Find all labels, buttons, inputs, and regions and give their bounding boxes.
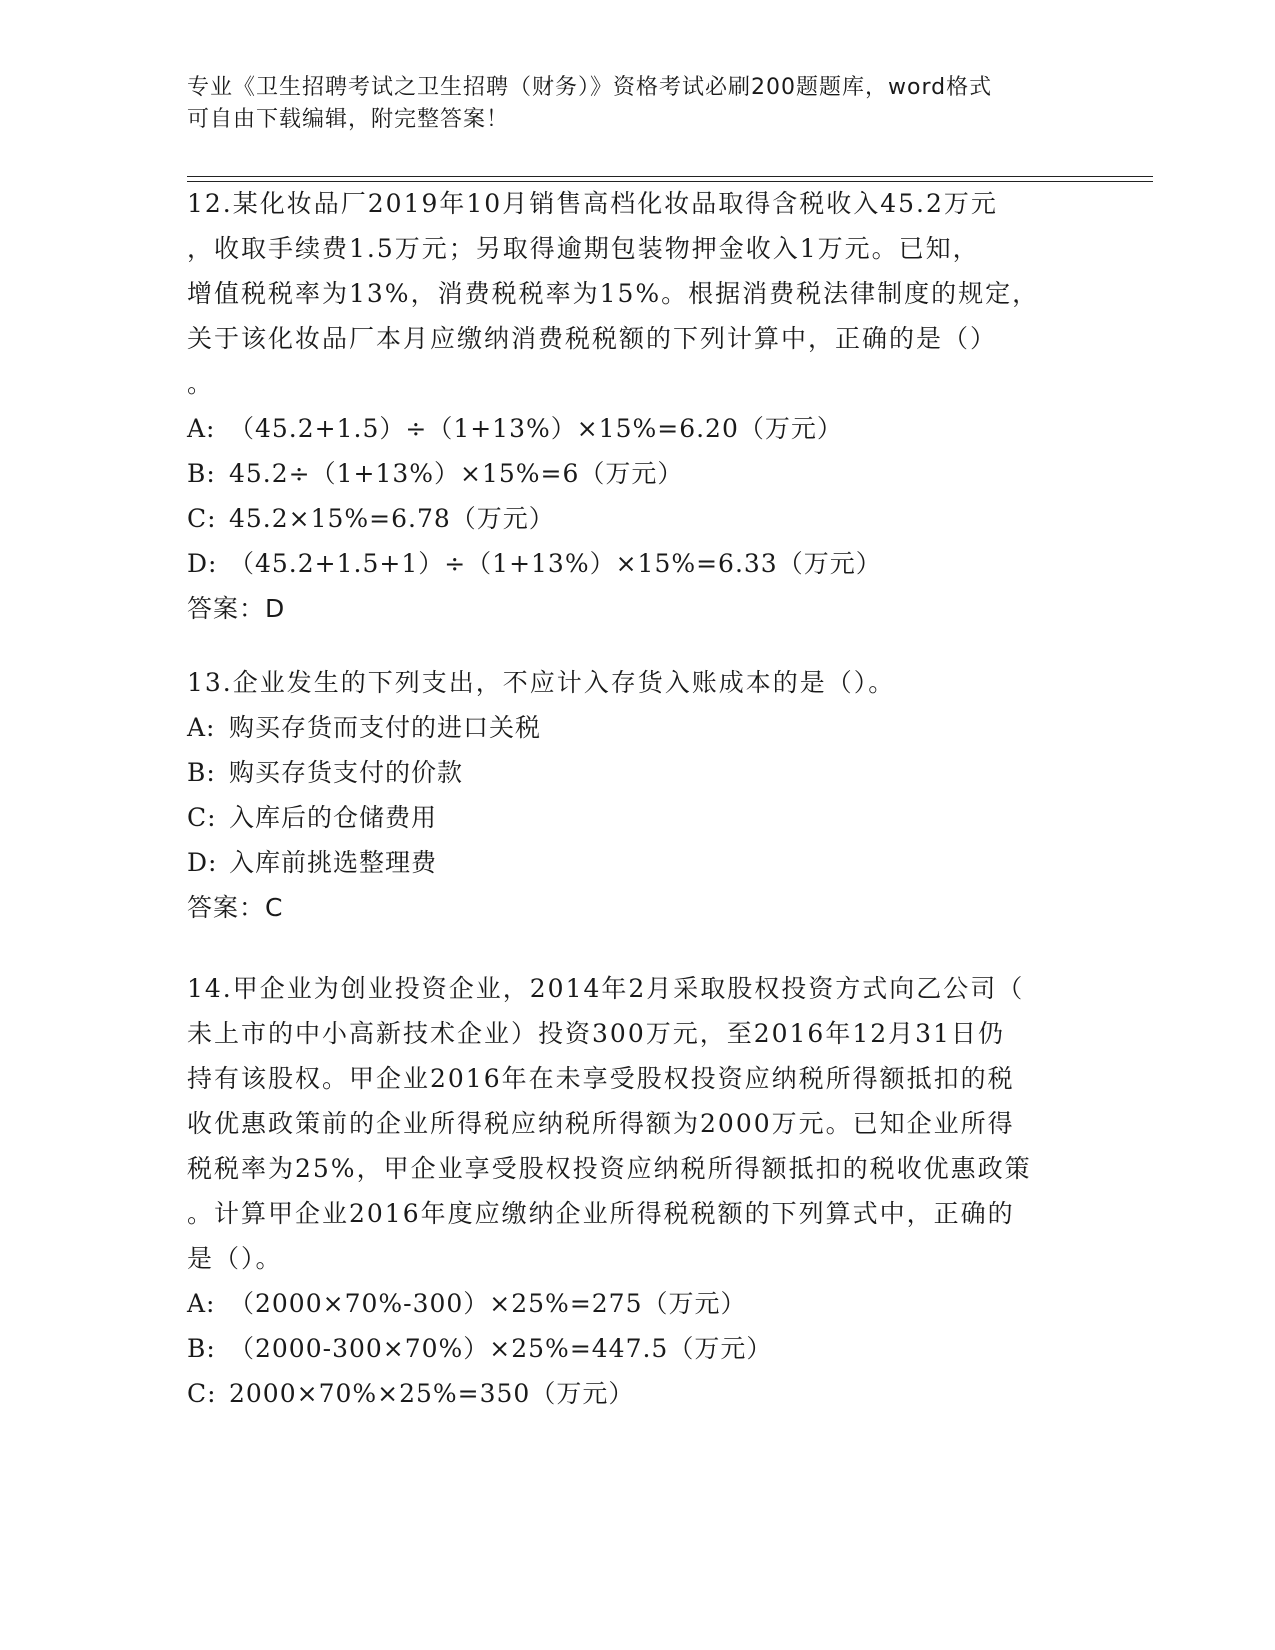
- option-c: [187, 496, 1077, 541]
- option-label: A:: [187, 713, 216, 742]
- question-stem: [187, 660, 1077, 705]
- question-stem: [187, 181, 1077, 406]
- stem-line: ，收取手续费1.5万元；另取得逾期包装物押金收入1万元。已知，: [187, 234, 980, 263]
- header-line-2: 可自由下载编辑，附完整答案！: [187, 107, 510, 132]
- option-d: [187, 541, 1077, 586]
- option-text: 45.2÷（1+13%）×15%=6（万元）: [229, 459, 684, 488]
- option-text: 购买存货支付的价款: [229, 758, 464, 787]
- stem-line: 关于该化妆品厂本月应缴纳消费税税额的下列计算中，正确的是（）: [187, 324, 998, 353]
- stem-line: 14.甲企业为创业投资企业，2014年2月采取股权投资方式向乙公司（: [187, 974, 1025, 1003]
- option-text: （2000-300×70%）×25%=447.5（万元）: [229, 1334, 773, 1363]
- option-label: D:: [187, 848, 218, 877]
- document-header: [187, 72, 1087, 136]
- option-text: 入库前挑选整理费: [229, 848, 438, 877]
- option-a: [187, 1281, 1077, 1326]
- stem-line: 是（）。: [187, 1244, 283, 1273]
- option-c: [187, 1371, 1077, 1416]
- option-label: A:: [187, 1289, 216, 1318]
- question-14: [187, 966, 1077, 1416]
- stem-line: 12.某化妆品厂2019年10月销售高档化妆品取得含税收入45.2万元: [187, 189, 998, 218]
- header-line-1: 专业《卫生招聘考试之卫生招聘（财务）》资格考试必刷200题题库，word格式: [187, 75, 993, 100]
- question-12: [187, 181, 1077, 631]
- option-label: B:: [187, 1334, 216, 1363]
- stem-line: 税税率为25%，甲企业享受股权投资应纳税所得额抵扣的税收优惠政策: [187, 1154, 1032, 1183]
- option-c: [187, 795, 1077, 840]
- option-a: [187, 705, 1077, 750]
- option-text: 入库后的仓储费用: [229, 803, 438, 832]
- option-label: B:: [187, 758, 216, 787]
- option-label: B:: [187, 459, 216, 488]
- header-divider-top: [187, 176, 1153, 177]
- option-label: A:: [187, 414, 216, 443]
- option-text: 购买存货而支付的进口关税: [229, 713, 542, 742]
- option-text: （45.2+1.5）÷（1+13%）×15%=6.20（万元）: [229, 414, 843, 443]
- option-label: C:: [187, 1379, 217, 1408]
- answer: 答案：C: [187, 893, 284, 922]
- stem-line: 收优惠政策前的企业所得税应纳税所得额为2000万元。已知企业所得: [187, 1109, 1015, 1138]
- option-a: [187, 406, 1077, 451]
- stem-line: 增值税税率为13%，消费税税率为15%。根据消费税法律制度的规定，: [187, 279, 1040, 308]
- option-b: [187, 750, 1077, 795]
- answer: 答案：D: [187, 594, 286, 623]
- option-d: [187, 840, 1077, 885]
- option-text: 2000×70%×25%=350（万元）: [229, 1379, 635, 1408]
- stem-line: 。: [187, 369, 215, 398]
- option-text: （2000×70%-300）×25%=275（万元）: [229, 1289, 747, 1318]
- option-label: C:: [187, 803, 217, 832]
- stem-line: 13.企业发生的下列支出，不应计入存货入账成本的是（）。: [187, 668, 896, 697]
- option-text: 45.2×15%=6.78（万元）: [229, 504, 555, 533]
- option-label: D:: [187, 549, 218, 578]
- option-b: [187, 451, 1077, 496]
- question-stem: [187, 966, 1077, 1281]
- option-label: C:: [187, 504, 217, 533]
- stem-line: 持有该股权。甲企业2016年在未享受股权投资应纳税所得额抵扣的税: [187, 1064, 1015, 1093]
- stem-line: 。计算甲企业2016年度应缴纳企业所得税税额的下列算式中，正确的: [187, 1199, 1015, 1228]
- option-b: [187, 1326, 1077, 1371]
- option-text: （45.2+1.5+1）÷（1+13%）×15%=6.33（万元）: [229, 549, 882, 578]
- stem-line: 未上市的中小高新技术企业）投资300万元，至2016年12月31日仍: [187, 1019, 1005, 1048]
- question-13: [187, 660, 1077, 930]
